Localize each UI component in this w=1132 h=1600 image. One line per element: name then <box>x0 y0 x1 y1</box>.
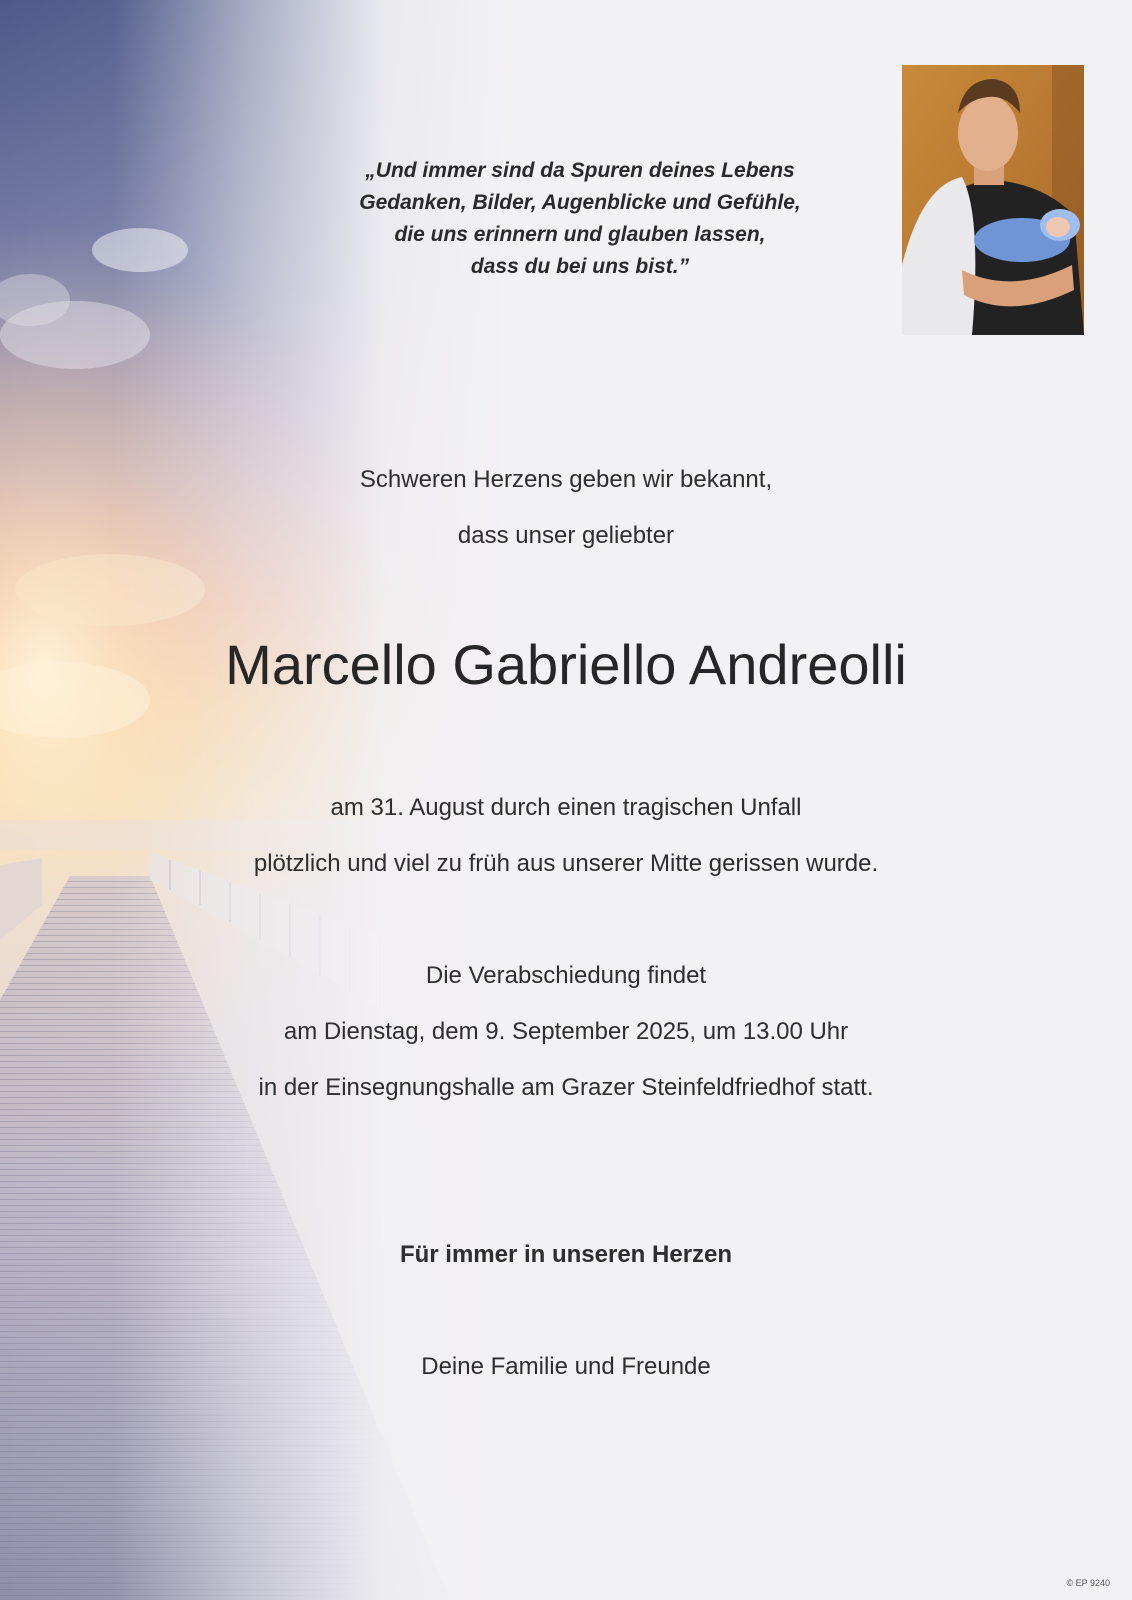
closing-line: Für immer in unseren Herzen <box>399 1241 733 1268</box>
farewell-line-3: in der Einsegnungshalle am Grazer Steinfeldfriedhof statt. <box>258 1074 874 1101</box>
quote-line: „Und immer sind da Spuren deines Lebens <box>365 159 795 182</box>
farewell-line-2: am Dienstag, dem 9. September 2025, um 13.00 Uhr <box>283 1018 849 1045</box>
quote-line: Gedanken, Bilder, Augenblicke und Gefühle, <box>359 191 801 214</box>
announcement-line-2: dass unser geliebter <box>457 522 675 549</box>
farewell-line-1: Die Verabschiedung findet <box>425 962 707 989</box>
memorial-quote <box>280 155 880 283</box>
deceased-name: Marcello Gabriello Andreolli <box>225 633 907 696</box>
announcement-line-1: Schweren Herzens geben wir bekannt, <box>359 466 773 493</box>
death-line-2: plötzlich und viel zu früh aus unserer Mitte gerissen wurde. <box>253 850 879 877</box>
portrait-photo <box>902 65 1084 335</box>
copyright-note: © EP 9240 <box>1066 1578 1110 1588</box>
quote-line: die uns erinnern und glauben lassen, <box>394 223 766 246</box>
signature-line: Deine Familie und Freunde <box>421 1353 711 1380</box>
quote-line: dass du bei uns bist.” <box>470 255 690 278</box>
death-line-1: am 31. August durch einen tragischen Unfall <box>330 794 802 821</box>
